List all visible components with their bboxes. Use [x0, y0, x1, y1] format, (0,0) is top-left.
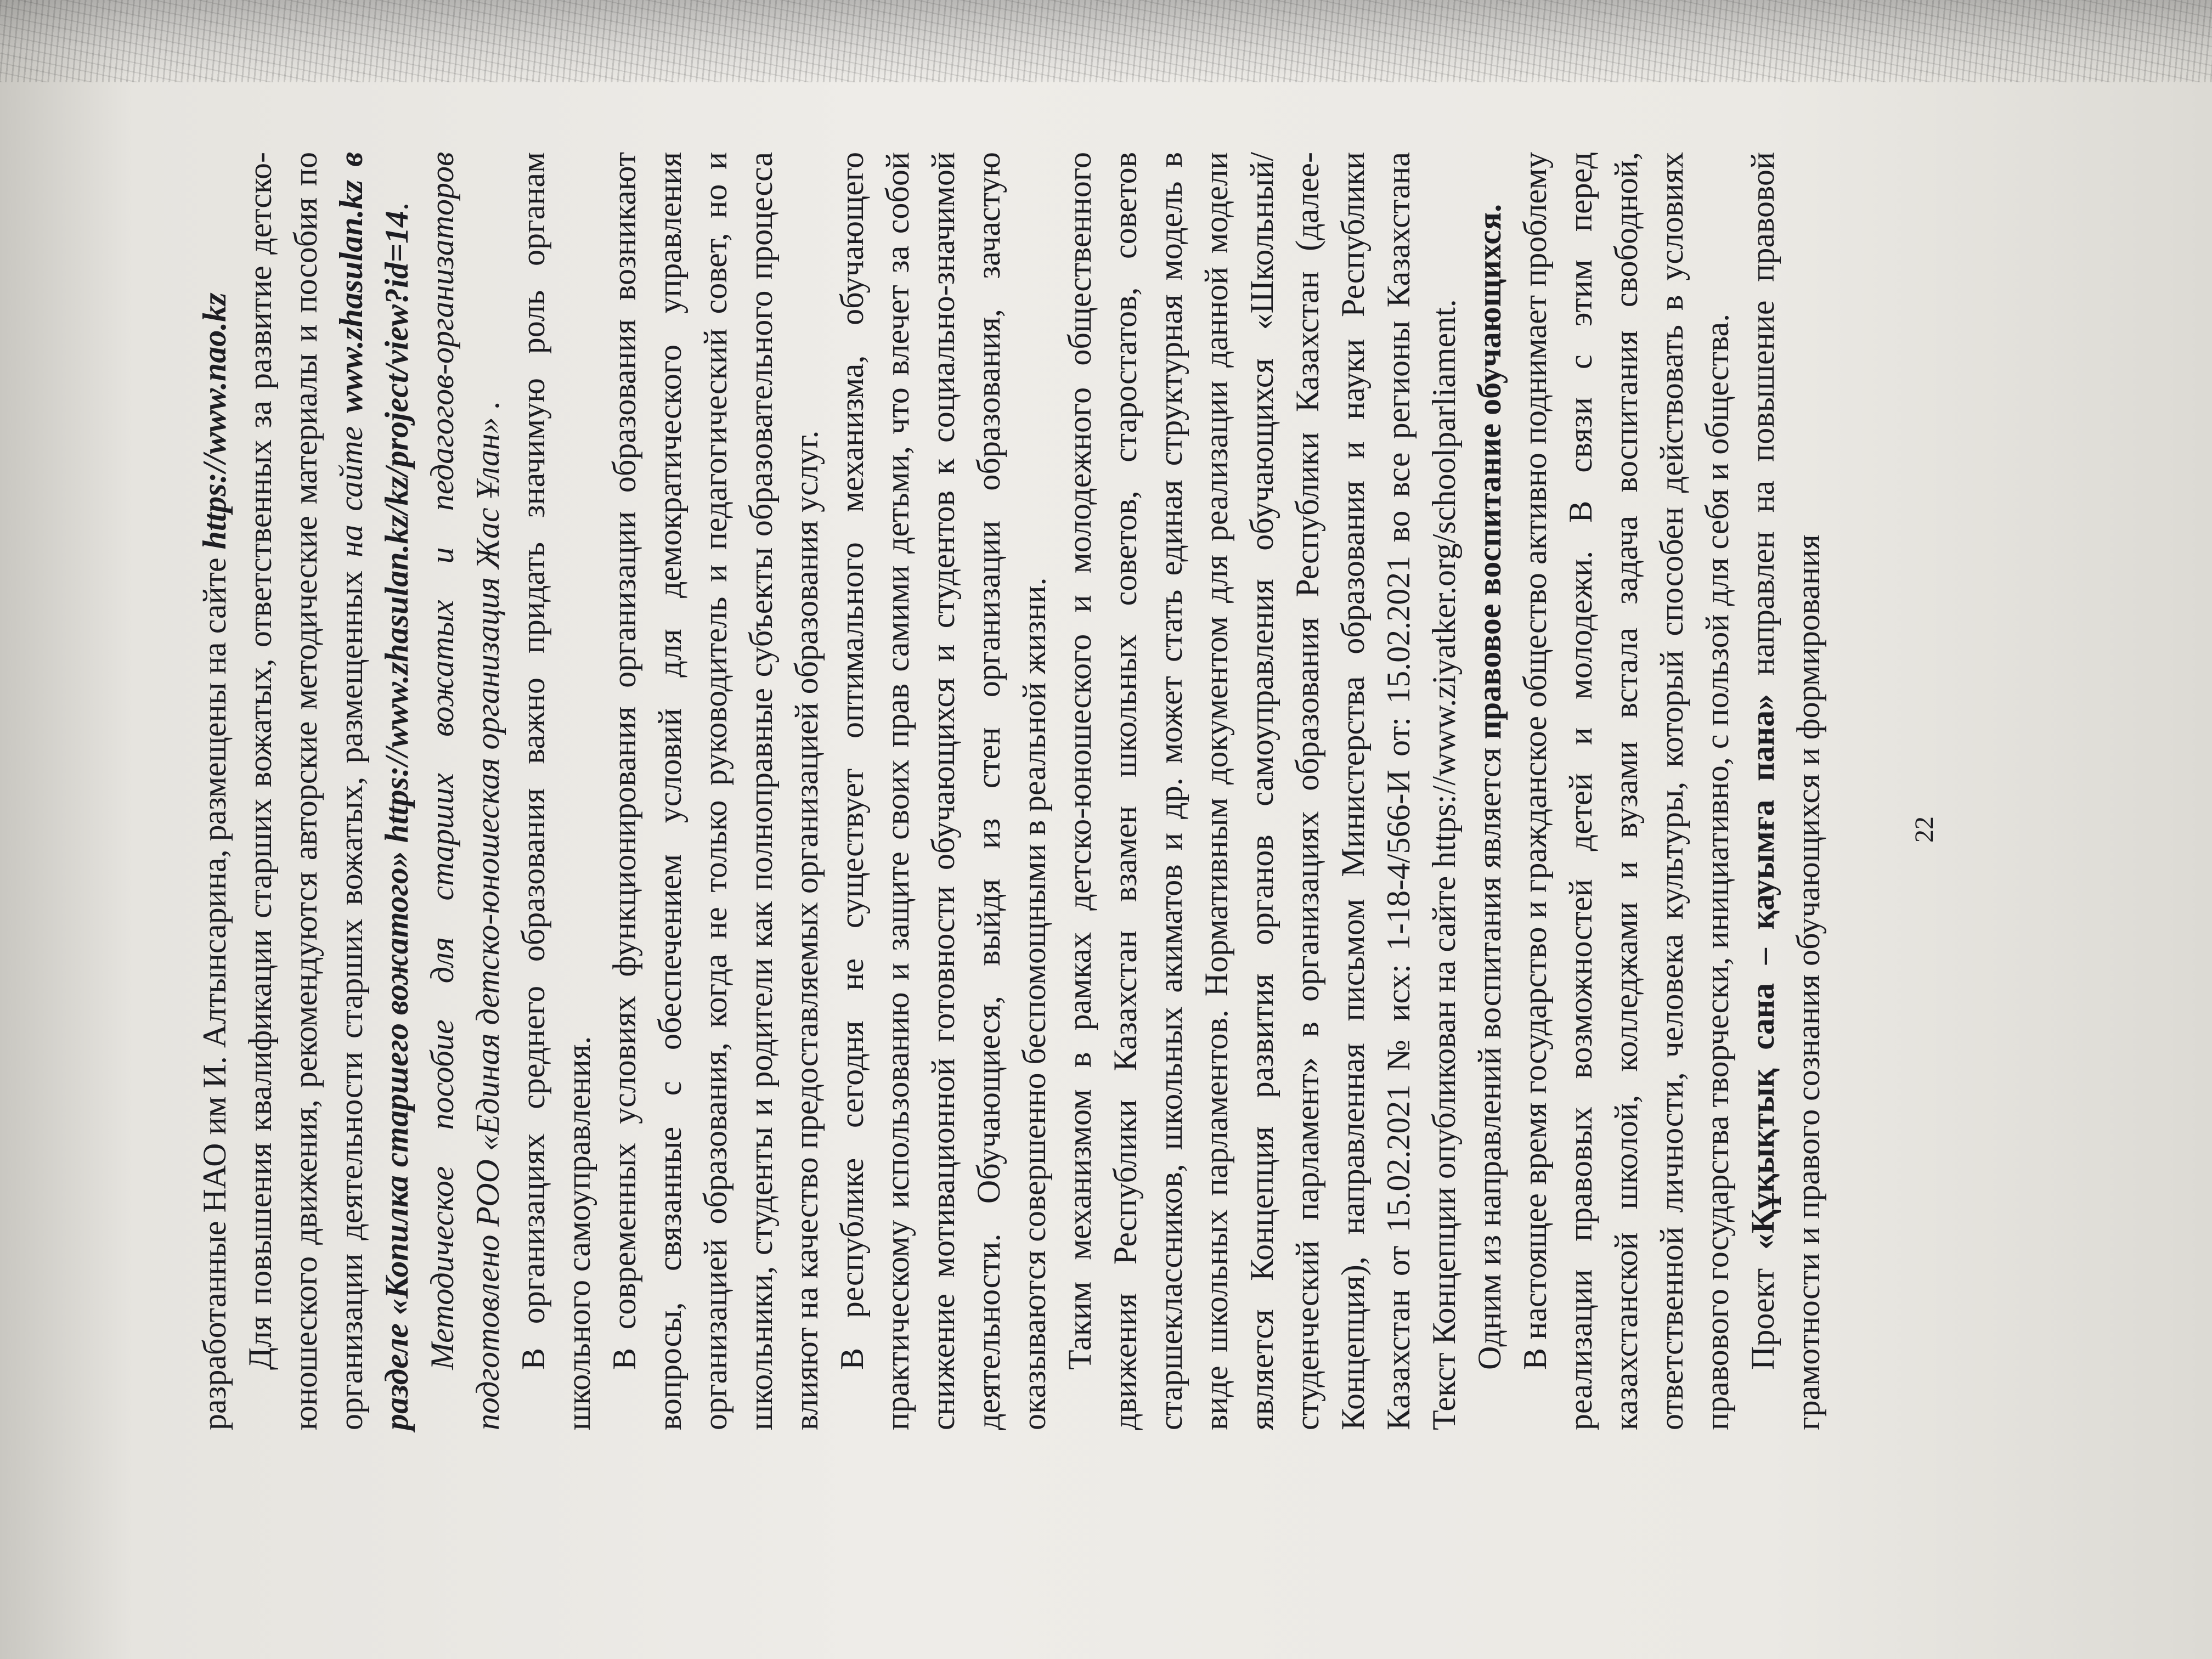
link-zhasulan[interactable]: www.zhasulan.kz	[333, 180, 369, 413]
paragraph-5: В современных условиях функционирования организации образования возникают вопросы, связанные с обеспечением условий для демократического управления организацией образования, когда не только руководитель и педагогический совет, но и школьники, студенты и родители как полноправные субъекты образовательного процесса влияют на качество предоставляемых организацией образования услуг.	[606, 152, 825, 1430]
document-page	[55, 81, 2140, 1578]
paragraph-10: Проект «Құқықтық сана – қауымға пана» направлен на повышение правовой грамотности и правого сознания обучающихся и формирования	[1745, 152, 1826, 1430]
paragraph-2: Для повышения квалификации старших вожатых, ответственных за развитие детско-юношеского движения, рекомендуются авторские методические материалы и пособия по организации деятельности старших вожатых, размещенных на сайте www.zhasulan.kz в разделе «Копилка старшего вожатого» https://www.zhasulan.kz/kz/project/view?id=14.	[242, 152, 415, 1430]
page-number: 22	[1910, 816, 1939, 843]
paragraph-7: Таким механизмом в рамках детско-юношеского и молодежного общественного движения Республики Казахстан взамен школьных советов, старостатов, советов старшеклассников, школьных акиматов и др. может стать единая структурная модель в виде школьных парламентов. Нормативным документом для реализации данной модели является Концепция развития органов самоуправления обучающихся «Школьный/студенческий парламент» в организациях образования Республики Казахстан (далее-Концепция), направленная письмом Министерства образования и науки Республики Казахстан от 15.02.2021 № исх: 1-18-4/566-И от: 15.02.2021 во все регионы Казахстана Текст Концепции опубликован на сайте https://www.ziyatker.org/schoolparliament.	[1062, 152, 1462, 1430]
paragraph-6: В республике сегодня не существует оптимального механизма, обучающего практическому использованию и защите своих прав самими детьми, что влечет за собой снижение мотивационной готовности обучающихся и студентов к социально-значимой деятельности. Обучающиеся, выйдя из стен организации образования, зачастую оказываются совершенно беспомощными в реальной жизни.	[834, 152, 1052, 1430]
paragraph-9: В настоящее время государство и гражданское общество активно поднимает проблему реализации правовых возможностей детей и молодежи. В связи с этим перед казахстанской школой, колледжами и вузами встала задача воспитания свободной, ответственной личности, человека культуры, который способен действовать в условиях правового государства творчески, инициативно, с пользой для себя и общества.	[1517, 152, 1735, 1430]
paragraph-4: В организациях среднего образования важно придать значимую роль органам школьного самоуправления.	[515, 152, 597, 1430]
link-nao[interactable]: https://www.nao.kz	[196, 292, 233, 550]
toner-noise-edge	[0, 0, 2212, 82]
paragraph-8: Одним из направлений воспитания является правовое воспитание обучающихся.	[1471, 204, 1508, 1370]
link-zhasulan-project[interactable]: https://www.zhasulan.kz/kz/project/view?id=14	[379, 211, 415, 843]
paragraph-1: разработанные НАО им И. Алтынсарина, размещены на сайте https://www.nao.kz	[196, 292, 233, 1430]
paragraph-3: Методическое пособие для старших вожатых и педагогов-организаторов подготовлено РОО «Единая детско-юношеская организация Жас Ұлан» .	[424, 152, 506, 1430]
body-text	[192, 152, 1831, 1430]
